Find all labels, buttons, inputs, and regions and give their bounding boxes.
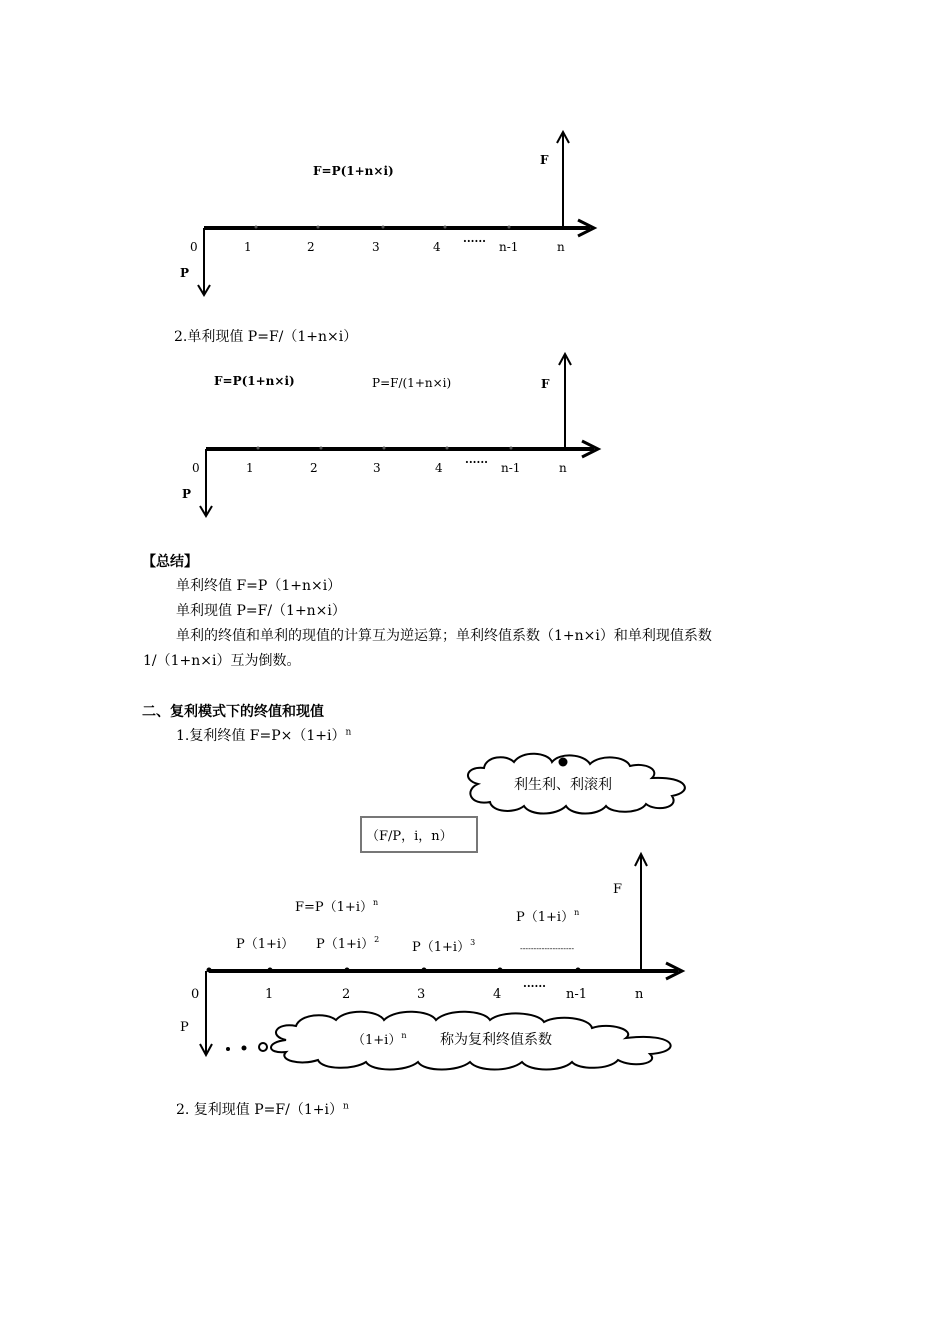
exponent-n: n [345, 727, 352, 738]
cloud-bottom-text: 称为复利终值系数 [440, 1032, 552, 1048]
term-3: $P(1+i)^3$ [412, 938, 476, 955]
compound-present-formula [176, 1099, 349, 1119]
summary-line-reciprocal: 1/（1+n×i）互为倒数。 [143, 653, 301, 669]
label-p: P [182, 487, 192, 501]
ellipsis-dots: ······ [463, 235, 486, 248]
tick-label-4: 4 [435, 461, 443, 475]
summary-line-inverse: 单利的终值和单利的现值的计算互为逆运算；单利终值系数（1+n×i）和单利现值系数 [176, 628, 712, 644]
tick-label-1: 1 [244, 240, 252, 254]
term-1: P（1+i） [236, 937, 295, 952]
timeline-diagram-simple-future [0, 0, 950, 310]
tick-label-n: n [557, 240, 565, 254]
compound-future-formula-text: 1.复利终值 F=P×（1+i） [176, 728, 346, 744]
tick-label-n-1: n-1 [499, 240, 519, 254]
summary-line-future: 单利终值 F=P（1+n×i） [176, 578, 342, 594]
tick-label-0: 0 [192, 461, 200, 475]
label-p: P [180, 266, 190, 280]
tick-label-n: n [559, 461, 567, 475]
tick-label-3: 3 [417, 987, 426, 1002]
section-caption-present-value: 2.单利现值 P=F/（1+n×i） [174, 329, 358, 345]
cloud-top-text: 利生利、利滚利 [514, 777, 612, 793]
cloud-callout-top [468, 754, 685, 814]
term-2: $P(1+i)^2$ [316, 935, 380, 952]
label-f: F [540, 153, 549, 167]
tick-label-n-1: n-1 [566, 987, 588, 1002]
tick-label-1: 1 [265, 987, 274, 1002]
label-f: F [613, 882, 623, 897]
tick-label-4: 4 [493, 987, 502, 1002]
summary-line-present: 单利现值 P=F/（1+n×i） [176, 603, 346, 619]
section-heading-compound: 二、复利模式下的终值和现值 [142, 704, 324, 720]
tick-label-2: 2 [310, 461, 318, 475]
formula-left: F=P(1+n×i) [214, 374, 295, 388]
compound-future-formula [176, 725, 351, 745]
ellipsis-dots: ······ [523, 980, 546, 993]
formula-main: $F=P(1+i)^n$ [295, 898, 379, 915]
tick-label-n: n [635, 987, 644, 1002]
summary-heading: 【总结】 [142, 554, 198, 570]
timeline-diagram-compound-future [0, 745, 950, 1085]
label-f: F [541, 377, 550, 391]
tick-label-2: 2 [342, 987, 351, 1002]
tick-label-0: 0 [190, 240, 198, 254]
tick-label-2: 2 [307, 240, 315, 254]
tick-label-1: 1 [246, 461, 254, 475]
cloud-bottom-formula: $(1+i)^n$ [352, 1031, 407, 1048]
label-p: P [180, 1020, 189, 1035]
tick-label-3: 3 [373, 461, 381, 475]
compound-present-formula-text: 2. 复利现值 P=F/（1+i） [176, 1102, 343, 1118]
term-dashes: -------------------- [520, 944, 575, 953]
tick-label-4: 4 [433, 240, 441, 254]
exponent-n: n [342, 1101, 349, 1112]
term-n: $P(1+i)^n$ [516, 908, 580, 925]
formula-label: F=P(1+n×i) [313, 164, 394, 178]
formula-right: P=F/(1+n×i) [372, 376, 452, 390]
tick-label-n-1: n-1 [501, 461, 521, 475]
ellipsis-dots: ······ [465, 456, 488, 469]
tick-label-3: 3 [372, 240, 380, 254]
tick-label-0: 0 [191, 987, 200, 1002]
factor-notation-text: （F/P，i，n） [366, 829, 453, 844]
cloud-callout-bottom [226, 1012, 671, 1070]
timeline-diagram-simple-present [0, 345, 950, 525]
